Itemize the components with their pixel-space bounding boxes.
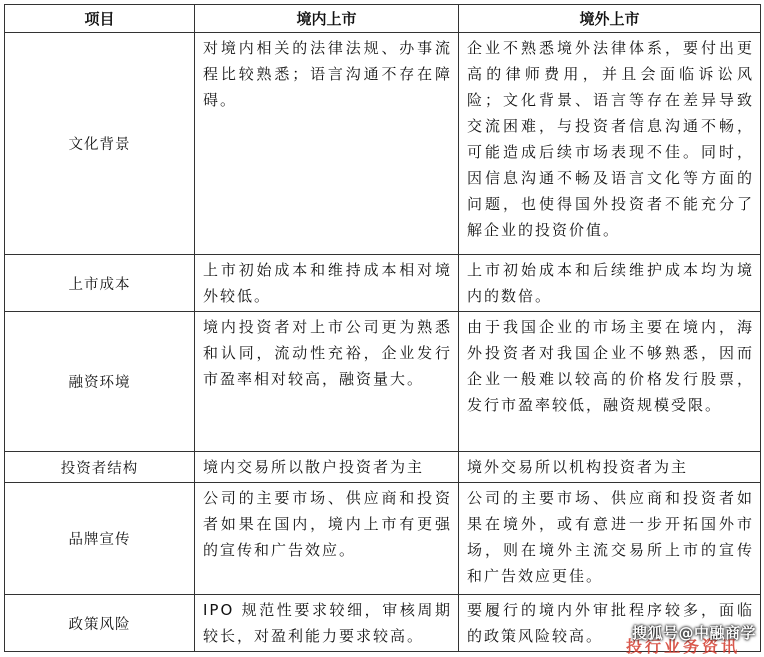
watermark: 搜狐号@中融商学 bbox=[631, 624, 756, 642]
row-item: 文化背景 bbox=[5, 33, 195, 255]
domestic-cell: IPO 规范性要求较细，审核周期较长，对盈利能力要求较高。 bbox=[195, 595, 459, 652]
row-item: 政策风险 bbox=[5, 595, 195, 652]
overseas-cell: 公司的主要市场、供应商和投资者如果在境外，或有意进一步开拓国外市场，则在境外主流交易所上市的宣传和广告效应更佳。 bbox=[459, 483, 761, 595]
row-item: 上市成本 bbox=[5, 255, 195, 312]
domestic-cell: 上市初始成本和维持成本相对境外较低。 bbox=[195, 255, 459, 312]
overseas-cell: 上市初始成本和后续维护成本均为境内的数倍。 bbox=[459, 255, 761, 312]
table-row bbox=[5, 255, 761, 312]
overseas-cell: 要履行的境内外审批程序较多，面临的政策风险较高。 bbox=[459, 595, 761, 652]
domestic-cell: 境内交易所以散户投资者为主 bbox=[195, 452, 459, 483]
table-row bbox=[5, 452, 761, 483]
table-row bbox=[5, 33, 761, 255]
table-row bbox=[5, 483, 761, 595]
header-overseas: 境外上市 bbox=[459, 5, 761, 33]
domestic-cell: 境内投资者对上市公司更为熟悉和认同，流动性充裕，企业发行市盈率相对较高，融资量大。 bbox=[195, 312, 459, 452]
row-item: 融资环境 bbox=[5, 312, 195, 452]
domestic-cell: 公司的主要市场、供应商和投资者如果在国内，境内上市有更强的宣传和广告效应。 bbox=[195, 483, 459, 595]
table-row bbox=[5, 312, 761, 452]
comparison-table bbox=[4, 4, 761, 652]
header-row bbox=[5, 5, 761, 33]
overseas-cell: 由于我国企业的市场主要在境内，海外投资者对我国企业不够熟悉，因而企业一般难以较高的价格发行股票，发行市盈率较低，融资规模受限。 bbox=[459, 312, 761, 452]
domestic-cell: 对境内相关的法律法规、办事流程比较熟悉；语言沟通不存在障碍。 bbox=[195, 33, 459, 255]
row-item: 投资者结构 bbox=[5, 452, 195, 483]
row-item: 品牌宣传 bbox=[5, 483, 195, 595]
overseas-cell: 境外交易所以机构投资者为主 bbox=[459, 452, 761, 483]
header-item: 项目 bbox=[5, 5, 195, 33]
header-domestic: 境内上市 bbox=[195, 5, 459, 33]
overseas-cell: 企业不熟悉境外法律体系，要付出更高的律师费用，并且会面临诉讼风险；文化背景、语言等存在差异导致交流困难，与投资者信息沟通不畅，可能造成后续市场表现不佳。同时，因信息沟通不畅及语言文化等方面的问题，也使得国外投资者不能充分了解企业的投资价值。 bbox=[459, 33, 761, 255]
watermark-subtext: 投行业务资讯 bbox=[625, 637, 740, 656]
